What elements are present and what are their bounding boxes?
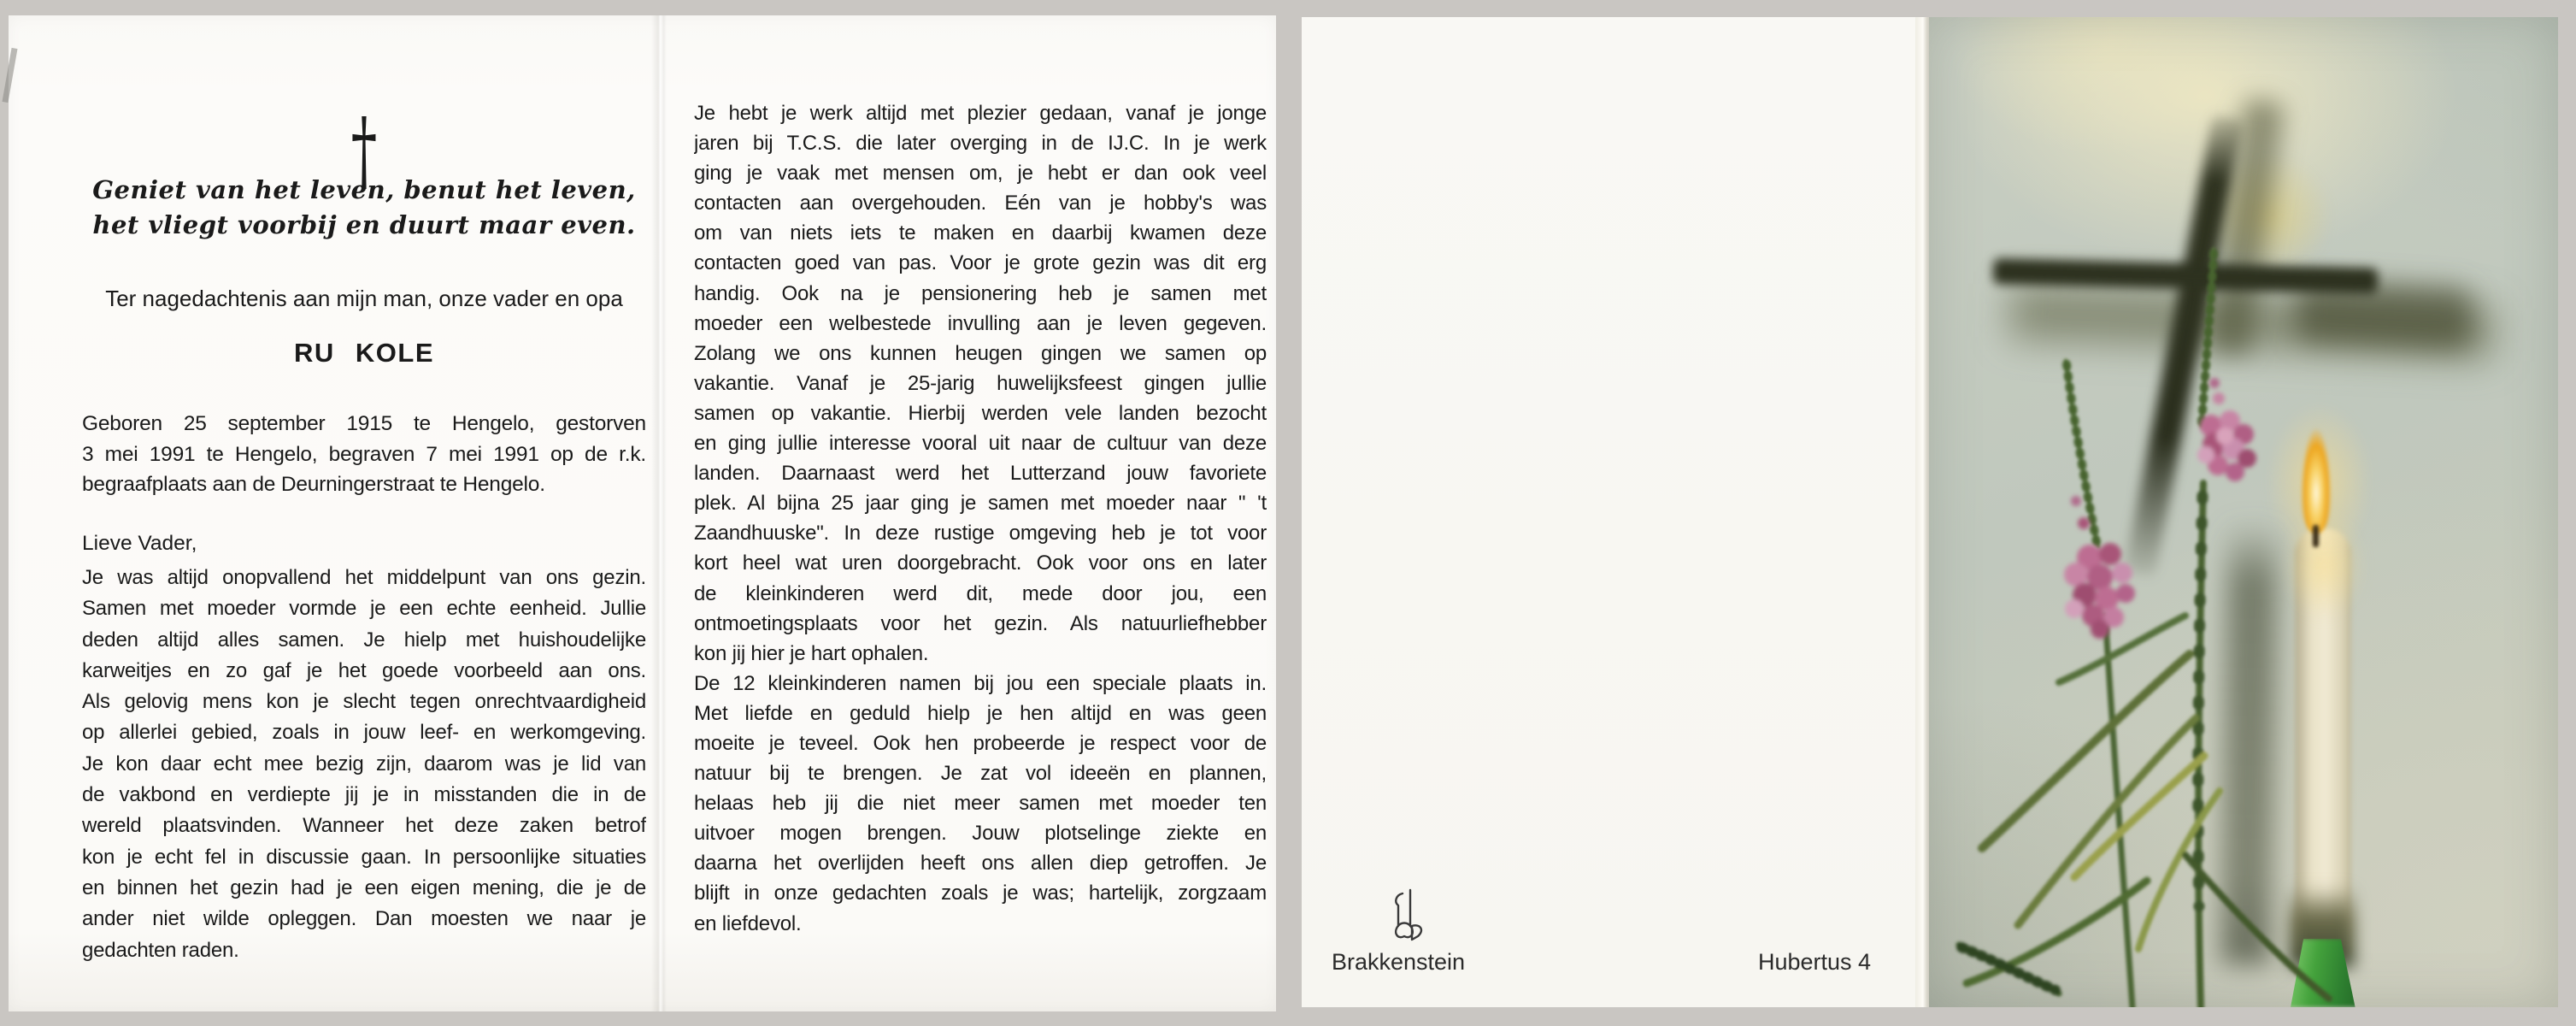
text-line: daarna het overlijden heeft ons allen diep getroffen. Je	[694, 852, 1267, 876]
salutation: Lieve Vader,	[82, 532, 197, 555]
text-line: en ging jullie interesse vooral uit naar de cultuur van deze	[694, 432, 1267, 456]
text-line: Je was altijd onopvallend het middelpunt van ons gezin.	[82, 566, 646, 589]
text-line: natuur bij te brengen. Je zat vol ideeën en plannen,	[694, 762, 1267, 786]
text-line: helaas heb jij die niet meer samen met moeder ten	[694, 792, 1267, 816]
text-line: plek. Al bijna 25 jaar ging je samen met moeder naar " 't	[694, 492, 1267, 516]
card-fold-crease	[651, 15, 667, 1011]
brakkenstein-logo-icon	[1385, 887, 1425, 942]
text-line: De 12 kleinkinderen namen bij jou een speciale plaats in.	[694, 671, 1267, 695]
eulogy-column-2	[694, 98, 1267, 939]
text-line: ging je vaak met mensen om, je hebt er dan ook veel	[694, 162, 1267, 186]
stems-and-leaves	[1959, 250, 2329, 1007]
text-line: Met liefde en geduld hielp je hen altijd en was geen	[694, 701, 1267, 725]
text-line: de vakbond en verdiepte jij je in misstanden die in de	[82, 783, 646, 807]
text-line: op allerlei gebied, zoals in jouw leef- en werkomgeving.	[82, 721, 646, 745]
text-line: om van niets iets te maken en daarbij kwamen deze	[694, 221, 1267, 245]
flower-spikes	[1929, 17, 2558, 1007]
text-line: en binnen het gezin had je een eigen mening, die je de	[82, 876, 646, 899]
text-line: ander niet wilde opleggen. Dan moesten we naar je	[82, 907, 646, 931]
text-line: moeite je teveel. Ook hen probeerde je respect voor de	[694, 731, 1267, 755]
text-line: deden altijd alles samen. Je hielp met huishoudelijke	[82, 628, 646, 652]
text-line: Zaandhuuske". In deze rustige omgeving heb je tot voor	[694, 522, 1267, 545]
text-line: landen. Daarnaast werd het Lutterzand jouw favoriete	[694, 462, 1267, 486]
right-card-scan	[1302, 17, 2558, 1007]
text-line: het vliegt voorbij en duurt maar even.	[92, 210, 636, 239]
text-line: Je hebt je werk altijd met plezier gedaan, vanaf je jonge	[694, 102, 1267, 125]
text-line: kon jij hier je hart ophalen.	[694, 641, 929, 665]
text-line: Je kon daar echt mee bezig zijn, daarom was je lid van	[82, 752, 646, 775]
text-line: kon je echt fel in discussie gaan. In persoonlijke situaties	[82, 845, 646, 869]
text-line: moeder een welbestede invulling aan je leven gegeven.	[694, 311, 1267, 335]
series-label: Hubertus 4	[1757, 949, 1872, 975]
eulogy-column-1	[82, 563, 646, 966]
memorial-photo	[1929, 17, 2558, 1007]
text-line: 3 mei 1991 te Hengelo, begraven 7 mei 1991 op de r.k.	[82, 442, 646, 466]
birth-death-details	[82, 409, 646, 500]
card-fold-tear-edge	[1915, 17, 1929, 1007]
text-line: ontmoetingsplaats voor het gezin. Als natuurliefhebber	[694, 611, 1267, 635]
text-line: kort heel wat uren doorgebracht. Ook voor ons en later	[694, 551, 1267, 575]
left-card-scan	[9, 15, 1276, 1011]
printer-name: Brakkenstein	[1331, 949, 1466, 975]
text-line: handig. Ook na je pensionering heb je samen met	[694, 281, 1267, 305]
text-line: contacten goed van pas. Voor je grote gezin was dit erg	[694, 251, 1267, 275]
text-line: de kleinkinderen werd dit, mede door jou, een	[694, 581, 1267, 605]
text-line: contacten aan overgehouden. Eén van je hobby's was	[694, 192, 1267, 215]
text-line: begraafplaats aan de Deurningerstraat te Hengelo.	[82, 473, 545, 496]
dedication-line: Ter nagedachtenis aan mijn man, onze vader en opa	[105, 286, 623, 311]
text-line: blijft in onze gedachten zoals je was; hartelijk, zorgzaam	[694, 882, 1267, 905]
text-line: Samen met moeder vormde je een echte eenheid. Jullie	[82, 597, 646, 621]
deceased-name: RU KOLE	[294, 338, 434, 368]
text-line: wereld plaatsvinden. Wanneer het deze zaken betrof	[82, 814, 646, 838]
text-line: en liefdevol.	[694, 911, 802, 935]
text-line: jaren bij T.C.S. die later overging in de IJ.C. In je werk	[694, 132, 1267, 156]
motto-verse	[82, 173, 646, 243]
text-line: karweitjes en zo gaf je het goede voorbeeld aan ons.	[82, 658, 646, 682]
text-line: Geboren 25 september 1915 te Hengelo, gestorven	[82, 412, 646, 435]
text-line: uitvoer mogen brengen. Jouw plotselinge ziekte en	[694, 822, 1267, 846]
cross-symbol: †	[350, 98, 378, 202]
text-line: vakantie. Vanaf je 25-jarig huwelijksfeest gingen jullie	[694, 371, 1267, 395]
text-line: Zolang we ons kunnen heugen gingen we samen op	[694, 341, 1267, 365]
text-line: Als gelovig mens kon je slecht tegen onrechtvaardigheid	[82, 690, 646, 714]
text-line: gedachten raden.	[82, 938, 239, 962]
text-line: samen op vakantie. Hierbij werden vele landen bezocht	[694, 401, 1267, 425]
text-line: Geniet van het leven, benut het leven,	[92, 175, 636, 204]
page-curl-shadow	[2, 48, 17, 103]
